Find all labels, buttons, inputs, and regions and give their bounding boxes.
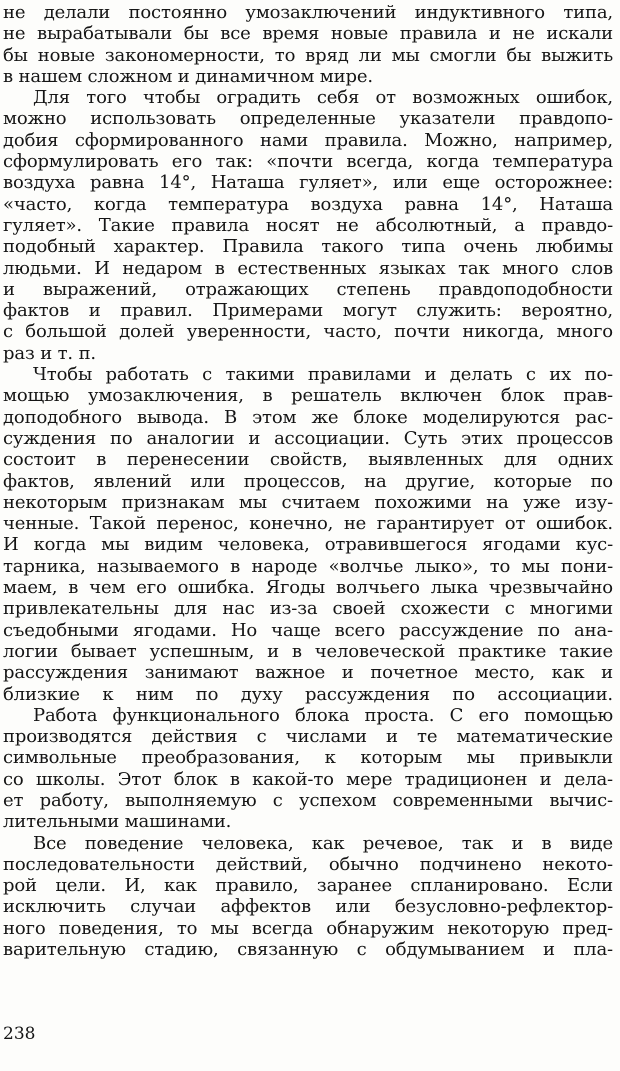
text-line: И когда мы видим человека, отравившегося ягодами кус- (3, 534, 613, 556)
body-text (3, 2, 613, 960)
text-line: близкие к ним по духу рассуждения по ассоциации. (3, 683, 613, 705)
text-line: рассуждения занимают важное и почетное место, как и (3, 662, 613, 684)
text-line: можно использовать определенные указатели правдопо- (3, 108, 613, 130)
text-line: фактов, явлений или процессов, на другие, которые по (3, 470, 613, 492)
text-line: рой цели. И, как правило, заранее спланировано. Если (3, 875, 613, 897)
text-line: подобный характер. Правила такого типа очень любимы (3, 236, 613, 258)
text-line: не вырабатывали бы все время новые правила и не искали (3, 23, 613, 45)
text-line: гуляет». Такие правила носят не абсолютный, а правдо- (3, 214, 613, 236)
text-line: ченные. Такой перенос, конечно, не гарантирует от ошибок. (3, 513, 613, 535)
text-line: добия сформированного нами правила. Можно, например, (3, 129, 613, 151)
text-line: доподобного вывода. В этом же блоке моделируются рас- (3, 406, 613, 428)
text-line: съедобными ягодами. Но чаще всего рассуждение по ана- (3, 619, 613, 641)
text-line: не делали постоянно умозаключений индуктивного типа, (3, 2, 613, 23)
text-line: ного поведения, то мы всегда обнаружим некоторую пред- (3, 917, 613, 939)
text-line: и выражений, отражающих степень правдоподобности (3, 278, 613, 300)
text-line: варительную стадию, связанную с обдумыванием и пла- (3, 939, 613, 961)
text-line: воздуха равна 14°, Наташа гуляет», или еще осторожнее: (3, 172, 613, 194)
text-line: производятся действия с числами и те математические (3, 726, 613, 748)
text-line: «часто, когда температура воздуха равна 14°, Наташа (3, 193, 613, 215)
text-line: маем, в чем его ошибка. Ягоды волчьего лыка чрезвычайно (3, 577, 613, 599)
text-line: Чтобы работать с такими правилами и делать с их по- (33, 364, 613, 386)
text-line: с большой долей уверенности, часто, почти никогда, много (3, 321, 613, 343)
text-line: последовательности действий, обычно подчинено некото- (3, 853, 613, 875)
text-line: мощью умозаключения, в решатель включен блок прав- (3, 385, 613, 407)
text-line: логии бывает успешным, и в человеческой практике такие (3, 640, 613, 662)
text-line: фактов и правил. Примерами могут служить: вероятно, (3, 300, 613, 322)
text-line: сформулировать его так: «почти всегда, когда температура (3, 151, 613, 173)
text-line: бы новые закономерности, то вряд ли мы смогли бы выжить (3, 44, 613, 66)
text-line: суждения по аналогии и ассоциации. Суть этих процессов (3, 427, 613, 449)
text-line: раз и т. п. (3, 342, 96, 364)
text-line: людьми. И недаром в естественных языках так много слов (3, 257, 613, 279)
text-line: привлекательны для нас из-за своей схожести с многими (3, 598, 613, 620)
text-line: ет работу, выполняемую с успехом современными вычис- (3, 789, 613, 811)
text-line: Работа функционального блока проста. С его помощью (33, 704, 613, 726)
text-line: лительными машинами. (3, 811, 232, 833)
text-line: символьные преобразования, к которым мы привыкли (3, 747, 613, 769)
text-line: некоторым признакам мы считаем похожими на уже изу- (3, 491, 613, 513)
text-line: Все поведение человека, как речевое, так и в виде (33, 832, 613, 854)
text-line: тарника, называемого в народе «волчье лыко», то мы пони- (3, 555, 613, 577)
page-number: 238 (3, 1024, 36, 1044)
text-line: Для того чтобы оградить себя от возможных ошибок, (33, 87, 613, 109)
text-line: в нашем сложном и динамичном мире. (3, 65, 373, 87)
text-line: состоит в перенесении свойств, выявленных для одних (3, 449, 613, 471)
text-line: со школы. Этот блок в какой-то мере традиционен и дела- (3, 768, 613, 790)
text-line: исключить случаи аффектов или безусловно-рефлектор- (3, 896, 613, 918)
